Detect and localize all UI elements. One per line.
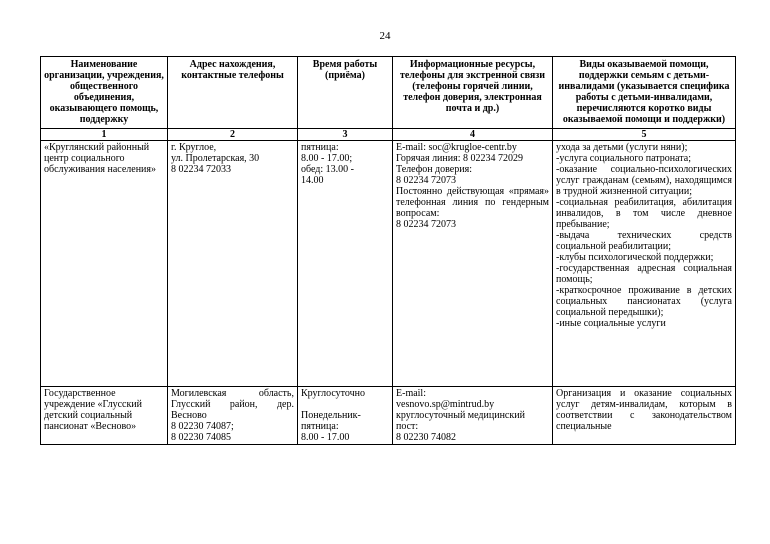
email-address: vesnovo.sp@mintrud.by <box>396 399 495 410</box>
service-item: -выдача технических средств социальной реабилитации; <box>556 230 732 252</box>
org-name: «Круглянский районный центр социального обслуживания населения» <box>44 142 156 175</box>
service-item: -социальная реабилитация, абилитация инвалидов, в том числе дневное пребывание; <box>556 197 732 230</box>
hours-cell <box>298 141 393 387</box>
gender-line-label: Постоянно действующая «прямая» телефонная линия по гендерным вопросам: <box>396 186 549 219</box>
trust-phone-label: Телефон доверия: <box>396 164 472 175</box>
hours-cell <box>298 387 393 445</box>
column-number: 2 <box>168 129 298 141</box>
service-item: -иные социальные услуги <box>556 318 666 329</box>
service-item: Организация и оказание социальных услуг детям-инвалидам, которым в соответствии с законодательством специальные <box>556 388 732 432</box>
header-services: Виды оказываемой помощи, поддержки семьям с детьми-инвалидами (указывается специфика работы с детьми-инвалидами, перечисляются коротко виды оказываемой помощи и поддержки) <box>553 57 736 129</box>
phone-number: 8 02230 74087; <box>171 421 234 432</box>
page-number: 24 <box>379 30 391 42</box>
address-line: Могилевская область, Глусский район, дер. Весново <box>171 388 294 421</box>
service-item: -услуга социального патроната; <box>556 153 691 164</box>
hours-line <box>301 399 389 410</box>
services-cell <box>553 141 736 387</box>
service-item: -государственная адресная социальная помощь; <box>556 263 732 285</box>
email-label: E-mail: <box>396 388 426 399</box>
table-header-row <box>41 57 736 129</box>
org-name-cell <box>41 141 168 387</box>
email-line: E-mail: soc@krugloe-centr.by <box>396 142 517 153</box>
org-name: Государственное учреждение «Глусский детский социальный пансионат «Весново» <box>44 388 143 432</box>
medical-post-number: 8 02230 74082 <box>396 432 456 443</box>
service-item: -клубы психологической поддержки; <box>556 252 714 263</box>
phone-number: 8 02230 74085 <box>171 432 231 443</box>
header-address: Адрес нахождения, контактные телефоны <box>168 57 298 129</box>
column-number: 3 <box>298 129 393 141</box>
hours-line: Круглосуточно <box>301 388 366 399</box>
resources-cell <box>393 141 553 387</box>
medical-post-label: круглосуточный медицинский пост: <box>396 410 525 432</box>
address-line: г. Круглое, <box>171 142 217 153</box>
hours-line: обед: 13.00 - <box>301 164 354 175</box>
service-item: ухода за детьми (услуги няни); <box>556 142 688 153</box>
column-number: 1 <box>41 129 168 141</box>
gender-line-number: 8 02234 72073 <box>396 219 456 230</box>
services-cell <box>553 387 736 445</box>
trust-phone-number: 8 02234 72073 <box>396 175 456 186</box>
hotline-line: Горячая линия: 8 02234 72029 <box>396 153 523 164</box>
organizations-table <box>40 56 736 445</box>
phone-number: 8 02234 72033 <box>171 164 231 175</box>
header-hours: Время работы (приёма) <box>298 57 393 129</box>
hours-line: Понедельник-пятница: <box>301 410 361 432</box>
service-item: -краткосрочное проживание в детских социальных пансионатах (услуга социальной передышки); <box>556 285 732 318</box>
address-line: ул. Пролетарская, 30 <box>171 153 260 164</box>
service-item: -оказание социально-психологических услуг гражданам (семьям), находящимся в трудной жизненной ситуации; <box>556 164 732 197</box>
address-cell <box>168 141 298 387</box>
column-number-row <box>41 129 736 141</box>
header-organization: Наименование организации, учреждения, общественного объединения, оказывающего помощь, поддержку <box>41 57 168 129</box>
hours-line: 8.00 - 17.00; <box>301 153 353 164</box>
hours-line: 8.00 - 17.00 <box>301 432 350 443</box>
table-row <box>41 387 736 445</box>
header-resources: Информационные ресурсы, телефоны для экстренной связи (телефоны горячей линии, телефон доверия, электронная почта и др.) <box>393 57 553 129</box>
hours-line: пятница: <box>301 142 339 153</box>
address-cell <box>168 387 298 445</box>
hours-line: 14.00 <box>301 175 324 186</box>
resources-cell <box>393 387 553 445</box>
column-number: 4 <box>393 129 553 141</box>
column-number: 5 <box>553 129 736 141</box>
table-row <box>41 141 736 387</box>
org-name-cell <box>41 387 168 445</box>
